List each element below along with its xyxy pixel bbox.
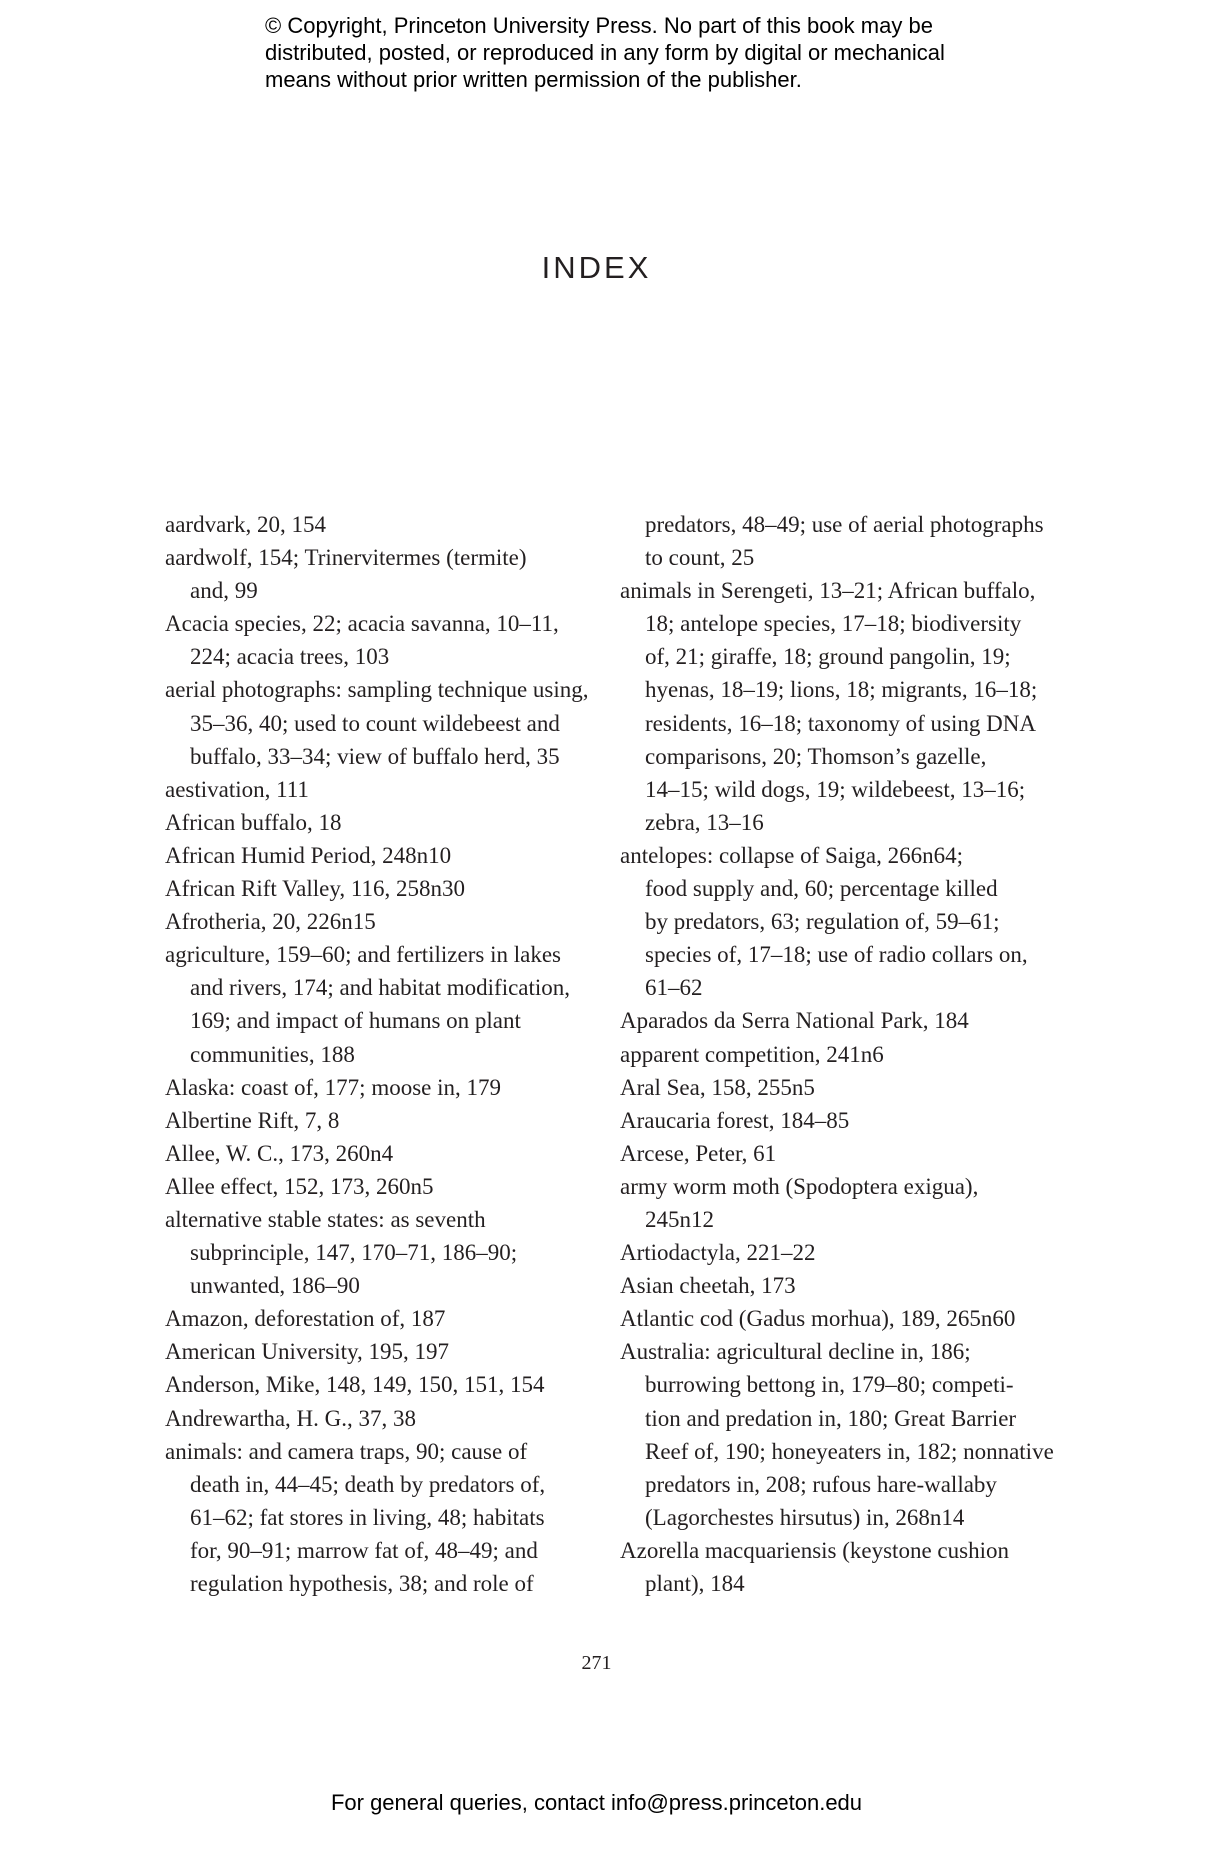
index-entry-line: Atlantic cod (Gadus morhua), 189, 265n60 [620, 1306, 1016, 1332]
index-entry-line: 61–62; fat stores in living, 48; habitats [190, 1504, 545, 1530]
index-entry-line: Aral Sea, 158, 255n5 [620, 1074, 815, 1100]
index-entry-line: Azorella macquariensis (keystone cushion [620, 1537, 1009, 1563]
index-entry-line: food supply and, 60; percentage killed [645, 876, 998, 902]
index-entry-line: Asian cheetah, 173 [620, 1273, 796, 1299]
index-entry-line: 169; and impact of humans on plant [190, 1008, 521, 1034]
index-entry-line: Artiodactyla, 221–22 [620, 1240, 816, 1266]
copyright-line-3: means without prior written permission of the publisher. [265, 67, 802, 92]
copyright-notice [265, 12, 985, 93]
index-entry-line: Aparados da Serra National Park, 184 [620, 1008, 969, 1034]
index-entry-line: predators in, 208; rufous hare-wallaby [645, 1471, 997, 1497]
index-entry-line: Australia: agricultural decline in, 186; [620, 1339, 971, 1365]
index-right-column [620, 508, 1060, 1600]
index-entry-line: agriculture, 159–60; and fertilizers in lakes [165, 942, 561, 968]
index-entry-line: by predators, 63; regulation of, 59–61; [645, 909, 1000, 935]
index-entry-line: African Rift Valley, 116, 258n30 [165, 876, 466, 902]
index-entry-line: regulation hypothesis, 38; and role of [190, 1571, 534, 1596]
index-entry-line: zebra, 13–16 [645, 809, 764, 835]
index-entry-line: plant), 184 [645, 1571, 745, 1596]
index-entry-line: comparisons, 20; Thomson’s gazelle, [645, 743, 987, 769]
index-entry-line: aerial photographs: sampling technique using, [165, 677, 589, 703]
copyright-line-1: © Copyright, Princeton University Press. No part of this book may be [265, 13, 933, 38]
index-entry-line: and rivers, 174; and habitat modification, [190, 975, 571, 1001]
index-left-column [165, 508, 605, 1600]
index-entry-line: communities, 188 [190, 1041, 355, 1067]
index-entry-line: and, 99 [190, 578, 258, 604]
index-entry-line: Albertine Rift, 7, 8 [165, 1107, 340, 1133]
page-number: 271 [581, 1652, 612, 1674]
index-entry-line: 35–36, 40; used to count wildebeest and [190, 710, 560, 736]
index-entry-line: 224; acacia trees, 103 [190, 644, 390, 670]
index-entry-line: 245n12 [645, 1206, 714, 1232]
index-entry-line: buffalo, 33–34; view of buffalo herd, 35 [190, 743, 560, 769]
index-entry-line: alternative stable states: as seventh [165, 1206, 486, 1232]
index-entry-line: army worm moth (Spodoptera exigua), [620, 1173, 979, 1199]
index-entry-line: African buffalo, 18 [165, 809, 342, 835]
footer-contact: For general queries, contact info@press.princeton.edu [330, 1790, 863, 1815]
index-entry-line: death in, 44–45; death by predators of, [190, 1471, 546, 1497]
index-entry-line: of, 21; giraffe, 18; ground pangolin, 19; [645, 644, 1011, 670]
index-entry-line: antelopes: collapse of Saiga, 266n64; [620, 842, 964, 868]
index-entry-line: Acacia species, 22; acacia savanna, 10–11, [165, 611, 559, 637]
index-entry-line: Amazon, deforestation of, 187 [165, 1306, 446, 1332]
index-entry-line: Araucaria forest, 184–85 [620, 1107, 850, 1133]
index-entry-line: animals: and camera traps, 90; cause of [165, 1438, 528, 1464]
index-entry-line: 61–62 [645, 975, 703, 1001]
index-entry-line: burrowing bettong in, 179–80; competi- [645, 1372, 1014, 1398]
index-entry-line: Arcese, Peter, 61 [620, 1140, 777, 1166]
index-entry-line: hyenas, 18–19; lions, 18; migrants, 16–18; [645, 677, 1038, 703]
copyright-line-2: distributed, posted, or reproduced in any form by digital or mechanical [265, 40, 945, 65]
index-entry-line: apparent competition, 241n6 [620, 1041, 884, 1067]
index-entry-line: Anderson, Mike, 148, 149, 150, 151, 154 [165, 1372, 545, 1398]
index-entry-line: aestivation, 111 [165, 776, 309, 802]
index-entry-line: residents, 16–18; taxonomy of using DNA [645, 710, 1036, 736]
index-entry-line: to count, 25 [645, 545, 755, 571]
index-entry-line: (Lagorchestes hirsutus) in, 268n14 [645, 1504, 965, 1530]
index-entry-line: African Humid Period, 248n10 [165, 842, 452, 868]
index-entry-line: aardwolf, 154; Trinervitermes (termite) [165, 545, 527, 571]
page-title: INDEX [541, 250, 652, 285]
index-entry-line: 18; antelope species, 17–18; biodiversity [645, 611, 1022, 637]
index-entry-line: for, 90–91; marrow fat of, 48–49; and [190, 1537, 538, 1563]
index-entry-line: animals in Serengeti, 13–21; African buffalo, [620, 578, 1036, 604]
index-entry-line: predators, 48–49; use of aerial photographs [645, 512, 1044, 537]
index-entry-line: aardvark, 20, 154 [165, 512, 326, 537]
index-entry-line: 14–15; wild dogs, 19; wildebeest, 13–16; [645, 776, 1026, 802]
index-entry-line: American University, 195, 197 [165, 1339, 450, 1365]
index-entry-line: Allee effect, 152, 173, 260n5 [165, 1173, 434, 1199]
index-entry-line: Afrotheria, 20, 226n15 [165, 909, 376, 935]
index-entry-line: Andrewartha, H. G., 37, 38 [165, 1405, 417, 1431]
index-entry-line: Alaska: coast of, 177; moose in, 179 [165, 1074, 502, 1100]
index-entry-line: Reef of, 190; honeyeaters in, 182; nonnative [645, 1438, 1054, 1464]
index-entry-line: tion and predation in, 180; Great Barrier [645, 1405, 1017, 1431]
index-entry-line: subprinciple, 147, 170–71, 186–90; [190, 1240, 518, 1266]
index-entry-line: unwanted, 186–90 [190, 1273, 360, 1299]
index-entry-line: Allee, W. C., 173, 260n4 [165, 1140, 394, 1166]
index-entry-line: species of, 17–18; use of radio collars on, [645, 942, 1028, 968]
